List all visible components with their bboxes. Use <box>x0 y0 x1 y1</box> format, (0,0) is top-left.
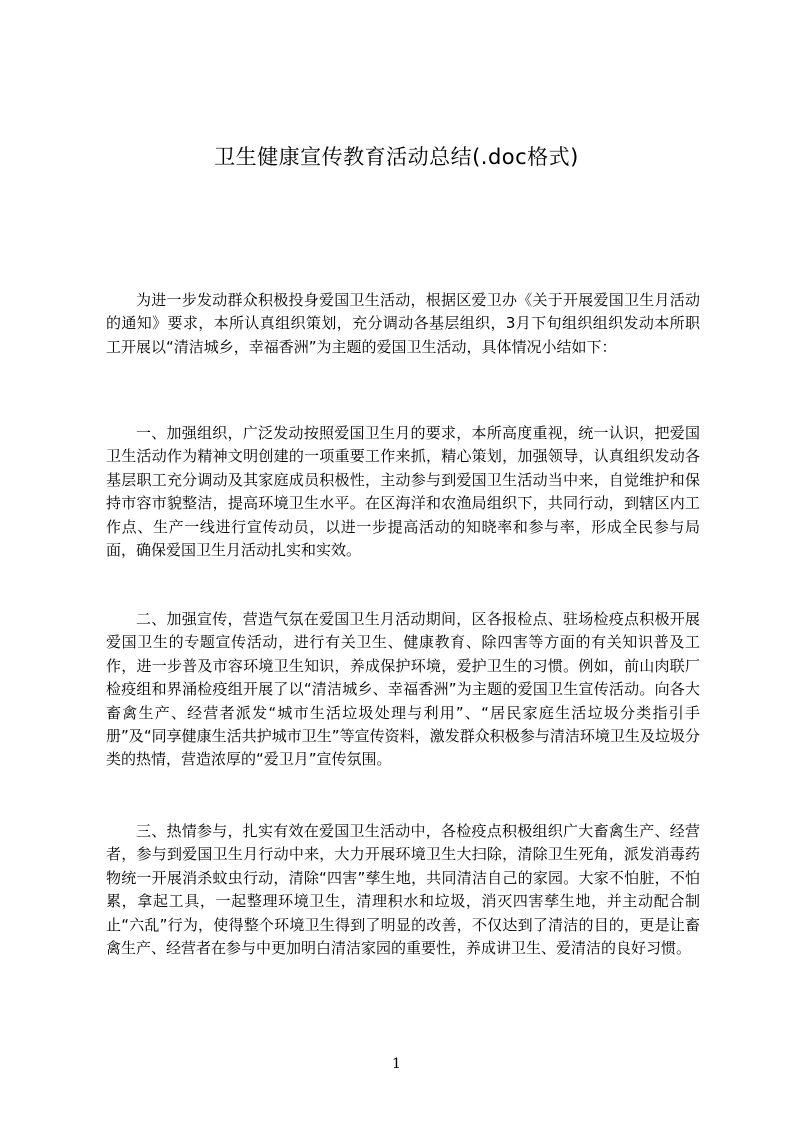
document-title: 卫生健康宣传教育活动总结(.doc格式) <box>214 145 579 169</box>
page-number: 1 <box>392 1056 401 1072</box>
section-organization-paragraph: 一、加强组织，广泛发动按照爱国卫生月的要求，本所高度重视，统一认识，把爱国卫生活动作为精神文明创建的一项重要工作来抓，精心策划，加强领导，认真组织发动各基层职工充分调动及其家庭成员积极性，主动参与到爱国卫生活动当中来，自觉维护和保持市容市貌整洁，提高环境卫生水平。在区海洋和农渔局组织下，共同行动，到辖区内工作点、生产一线进行宣传动员，以进一步提高活动的知晓率和参与率，形成全民参与局面，确保爱国卫生月活动扎实和实效。 <box>106 424 700 560</box>
section-publicity-paragraph: 二、加强宣传，营造气氛在爱国卫生月活动期间，区各报检点、驻场检疫点积极开展爱国卫生的专题宣传活动，进行有关卫生、健康教育、除四害等方面的有关知识普及工作，进一步普及市容环境卫生知识，养成保护环境，爱护卫生的习惯。例如，前山肉联厂检疫组和界涌检疫组开展了以“清洁城乡、幸福香洲”为主题的爱国卫生宣传活动。向各大畜禽生产、经营者派发“城市生活垃圾处理与利用”、“居民家庭生活垃圾分类指引手册”及“同享健康生活共护城市卫生”等宣传资料，激发群众积极参与清洁环境卫生及垃圾分类的热情，营造浓厚的“爱卫月”宣传氛围。 <box>106 610 700 769</box>
section-participation-paragraph: 三、热情参与，扎实有效在爱国卫生活动中，各检疫点积极组织广大畜禽生产、经营者，参与到爱国卫生月行动中来，大力开展环境卫生大扫除，清除卫生死角，派发消毒药物统一开展消杀蚊虫行动，清除“四害”孳生地，共同清洁自己的家园。大家不怕脏，不怕累，拿起工具，一起整理环境卫生，清理积水和垃圾，消灭四害孳生地，并主动配合制止“六乱”行为，使得整个环境卫生得到了明显的改善，不仅达到了清洁的目的，更是让畜禽生产、经营者在参与中更加明白清洁家园的重要性，养成讲卫生、爱清洁的良好习惯。 <box>106 822 700 958</box>
intro-paragraph: 为进一步发动群众积极投身爱国卫生活动，根据区爱卫办《关于开展爱国卫生月活动的通知》要求，本所认真组织策划，充分调动各基层组织，3月下旬组织组织发动本所职工开展以“清洁城乡，幸福香洲”为主题的爱国卫生活动，具体情况小结如下： <box>106 291 700 356</box>
